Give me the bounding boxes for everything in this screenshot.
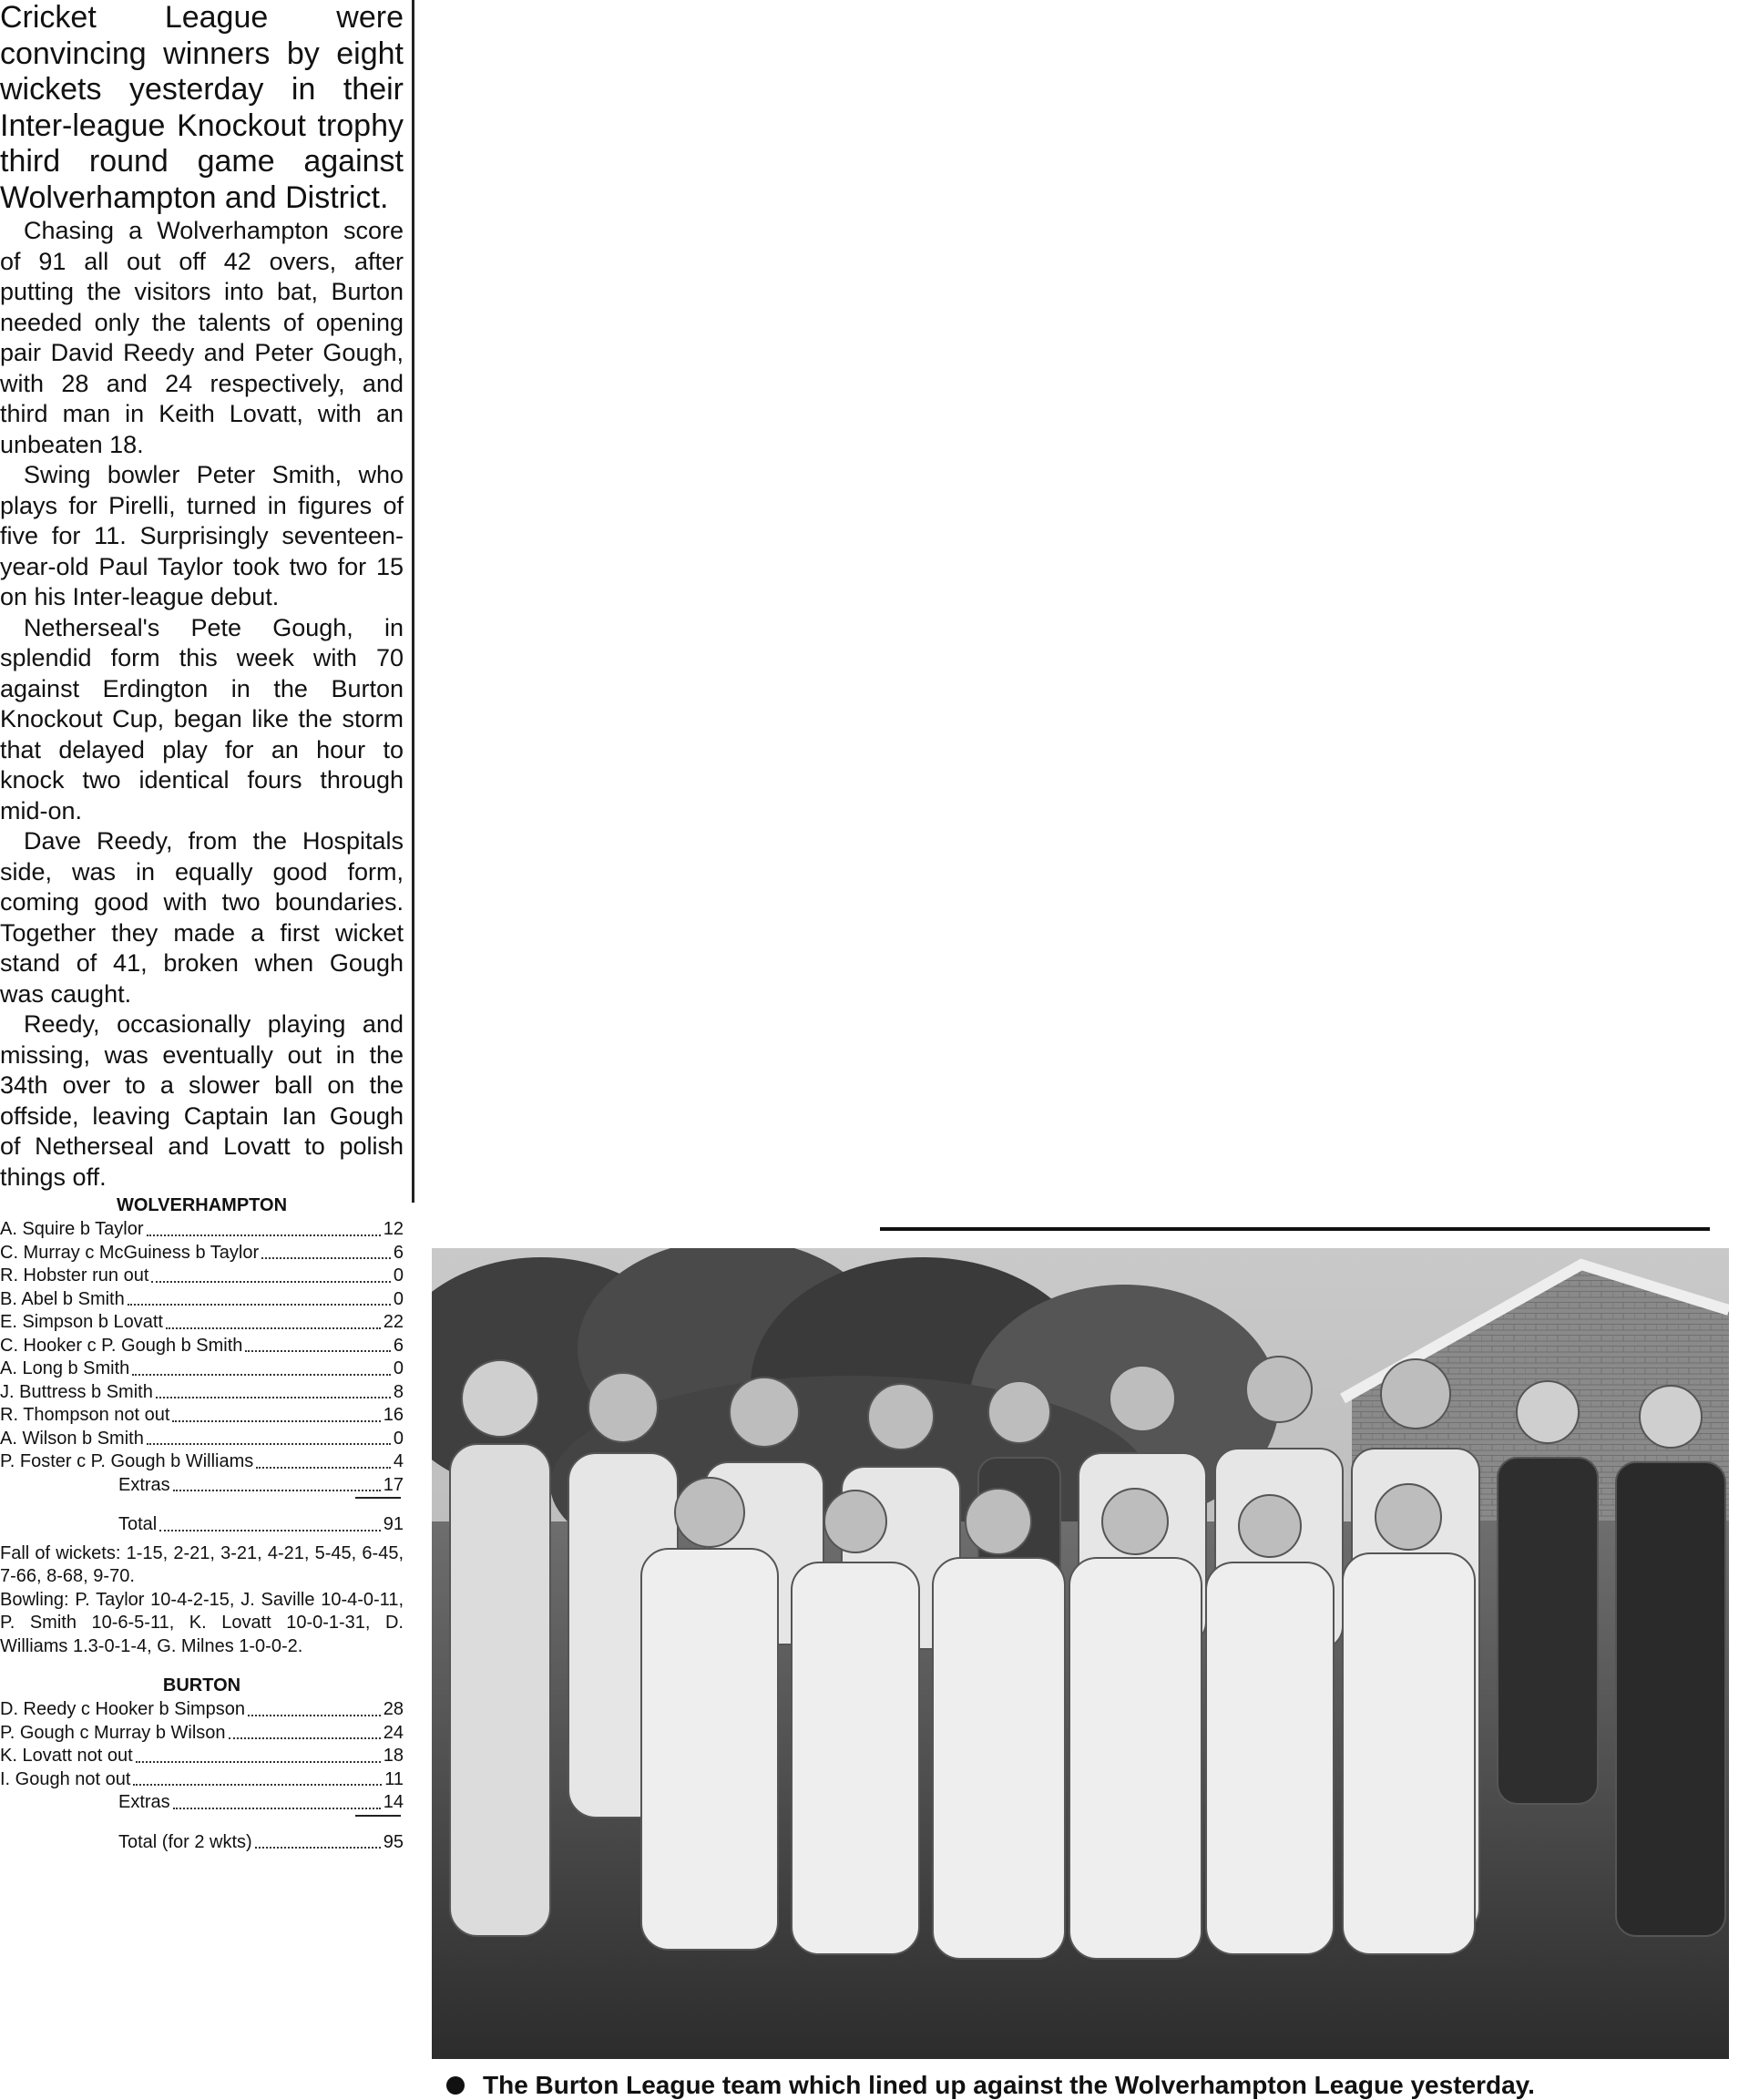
article-paragraph: Reedy, occasionally playing and missing, was eventually out in the 34th over to a slower ball on the offside, leaving Captain Ian Gough of Netherseal and Lovatt to polish things off.	[0, 1010, 404, 1191]
batsman-entry: B. Abel b Smith	[0, 1288, 125, 1309]
batting-row	[0, 1242, 404, 1265]
batsman-entry: C. Murray c McGuiness b Taylor	[0, 1242, 260, 1263]
total-value: 91	[383, 1514, 404, 1534]
batsman-entry: C. Hooker c P. Gough b Smith	[0, 1335, 243, 1356]
team-heading: BURTON	[162, 1675, 241, 1695]
extras-label: Extras	[118, 1474, 170, 1495]
team-photo	[432, 1248, 1729, 2059]
leader-dots	[173, 1808, 381, 1809]
runs-value: 0	[393, 1428, 404, 1449]
batsman-entry: K. Lovatt not out	[0, 1746, 133, 1766]
leader-dots	[156, 1397, 391, 1398]
leader-dots	[256, 1467, 391, 1469]
batsman-entry: P. Gough c Murray b Wilson	[0, 1722, 226, 1743]
batting-list	[0, 1698, 404, 1791]
total-label: Total	[118, 1514, 158, 1534]
runs-value: 16	[383, 1405, 404, 1425]
total-rule	[355, 1497, 401, 1499]
leader-dots	[255, 1847, 381, 1849]
scorecard-wolverhampton	[0, 1194, 404, 1658]
runs-value: 28	[383, 1699, 404, 1719]
leader-dots	[172, 1420, 380, 1422]
batting-row	[0, 1218, 404, 1242]
runs-value: 12	[383, 1219, 404, 1239]
batting-list	[0, 1218, 404, 1474]
extras-value: 17	[383, 1474, 404, 1495]
extras-row	[0, 1791, 404, 1815]
batting-row	[0, 1745, 404, 1768]
total-rule	[355, 1815, 401, 1817]
article-paragraph: Dave Reedy, from the Hospitals side, was in equally good form, coming good with two boundaries. Together they made a first wicket stand of 41, broken when Gough was caught.	[0, 827, 404, 1008]
caption-text: The Burton League team which lined up against the Wolverhampton League yesterday.	[483, 2071, 1535, 2099]
batting-row	[0, 1404, 404, 1428]
total-label: Total (for 2 wkts)	[118, 1831, 252, 1852]
batting-row	[0, 1381, 404, 1405]
batsman-entry: A. Squire b Taylor	[0, 1219, 144, 1239]
batsman-entry: R. Hobster run out	[0, 1265, 149, 1286]
scorecard-burton	[0, 1675, 404, 1854]
leader-dots	[229, 1737, 381, 1739]
runs-value: 22	[383, 1312, 404, 1332]
leader-dots	[166, 1327, 381, 1329]
runs-value: 4	[393, 1451, 404, 1471]
batting-row	[0, 1428, 404, 1451]
extras-value: 14	[383, 1792, 404, 1812]
column-divider	[412, 0, 414, 1203]
batting-row	[0, 1265, 404, 1288]
total-row	[0, 1831, 404, 1855]
runs-value: 18	[383, 1746, 404, 1766]
leader-dots	[159, 1530, 381, 1531]
fall-of-wickets: Fall of wickets: 1-15, 2-21, 3-21, 4-21, 5-45, 6-45, 7-66, 8-68, 9-70.	[0, 1542, 404, 1586]
photo-top-rule	[880, 1227, 1710, 1231]
leader-dots	[133, 1784, 382, 1786]
batsman-entry: J. Buttress b Smith	[0, 1381, 153, 1402]
runs-value: 6	[393, 1242, 404, 1263]
article-column	[0, 0, 404, 2100]
total-row	[0, 1513, 404, 1537]
bullet-icon	[446, 2076, 465, 2095]
batting-row	[0, 1768, 404, 1792]
batsman-entry: D. Reedy c Hooker b Simpson	[0, 1699, 246, 1719]
leader-dots	[261, 1257, 391, 1259]
runs-value: 11	[384, 1768, 404, 1789]
leader-dots	[147, 1443, 391, 1445]
runs-value: 6	[393, 1335, 404, 1356]
leader-dots	[151, 1281, 390, 1283]
article-paragraph: Chasing a Wolverhampton score of 91 all out off 42 overs, after putting the visitors into bat, Burton needed only the talents of opening pair David Reedy and Peter Gough, with 28 and 24 respectively, and third man in Keith Lovatt, with an unbeaten 18.	[0, 217, 404, 458]
photo-caption	[446, 2071, 1535, 2100]
leader-dots	[173, 1490, 381, 1491]
batsman-entry: A. Long b Smith	[0, 1358, 130, 1378]
batsman-entry: R. Thompson not out	[0, 1405, 170, 1425]
extras-label: Extras	[118, 1792, 170, 1812]
batsman-entry: E. Simpson b Lovatt	[0, 1312, 163, 1332]
runs-value: 0	[393, 1265, 404, 1286]
bowling-figures: Bowling: P. Taylor 10-4-2-15, J. Saville 10-4-0-11, P. Smith 10-6-5-11, K. Lovatt 10-0-1-31, D. Williams 1.3-0-1-4, G. Milnes 1-0-0-2.	[0, 1589, 404, 1656]
batting-row	[0, 1311, 404, 1335]
leader-dots	[128, 1304, 391, 1306]
batsman-entry: P. Foster c P. Gough b Williams	[0, 1451, 254, 1471]
article-paragraph: Swing bowler Peter Smith, who plays for Pirelli, turned in figures of five for 11. Surprisingly seventeen-year-old Paul Taylor took two for 15 on his Inter-league debut.	[0, 461, 404, 610]
leader-dots	[147, 1234, 381, 1236]
batting-row	[0, 1357, 404, 1381]
runs-value: 8	[393, 1381, 404, 1402]
batting-row	[0, 1335, 404, 1358]
batting-row	[0, 1722, 404, 1746]
total-value: 95	[383, 1831, 404, 1852]
leader-dots	[245, 1350, 390, 1352]
article-paragraph: Netherseal's Pete Gough, in splendid form this week with 70 against Erdington in the Burton Knockout Cup, began like the storm that delayed play for an hour to knock two identical fours through mid-on.	[0, 613, 404, 825]
batting-row	[0, 1288, 404, 1312]
leader-dots	[248, 1715, 381, 1716]
article-paragraph: Cricket League were convincing winners by eight wickets yesterday in their Inter-league Knockout trophy third round game against Wolverhampton and District.	[0, 0, 404, 215]
leader-dots	[132, 1374, 391, 1376]
extras-row	[0, 1474, 404, 1498]
leader-dots	[136, 1761, 381, 1763]
batsman-entry: A. Wilson b Smith	[0, 1428, 144, 1449]
runs-value: 0	[393, 1288, 404, 1309]
batting-row	[0, 1698, 404, 1722]
runs-value: 24	[383, 1722, 404, 1743]
runs-value: 0	[393, 1358, 404, 1378]
batsman-entry: I. Gough not out	[0, 1768, 131, 1789]
article-body	[0, 0, 404, 1193]
team-heading: WOLVERHAMPTON	[116, 1195, 288, 1215]
batting-row	[0, 1450, 404, 1474]
